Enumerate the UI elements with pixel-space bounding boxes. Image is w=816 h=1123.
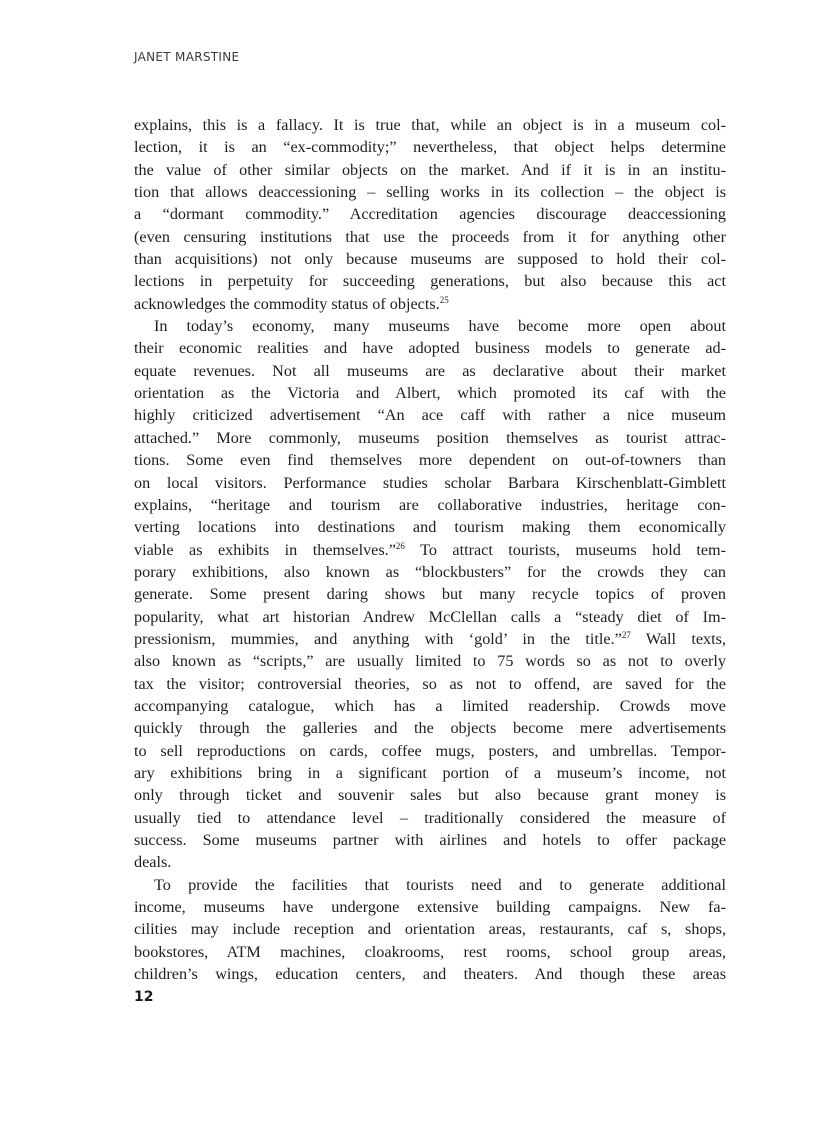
text-line [134,114,726,136]
line-text: popularity, what art historian Andrew McClellan calls a “steady diet of Im- [134,607,726,626]
line-text: explains, “heritage and tourism are collaborative industries, heritage con- [134,495,726,514]
line-text-continued: Wall texts, [630,629,726,648]
text-line [134,248,726,270]
text-line [134,583,726,605]
text-line [134,516,726,538]
text-line [134,449,726,471]
footnote-marker: 27 [621,629,631,640]
text-line [134,918,726,940]
line-text: verting locations into destinations and tourism making them economically [134,518,726,537]
line-text: only through ticket and souvenir sales but also because grant money is [134,786,726,805]
text-line [134,382,726,404]
footnote-marker: 25 [439,294,449,305]
line-text: the value of other similar objects on the market. And if it is in an institu- [134,160,726,179]
text-line [134,315,726,337]
line-text: equate revenues. Not all museums are as declarative about their market [134,361,726,380]
text-line [134,762,726,784]
text-line [134,784,726,806]
text-line [134,874,726,896]
line-text-continued: To attract tourists, museums hold tem- [404,540,726,559]
line-text: income, museums have undergone extensive building campaigns. New fa- [134,898,726,917]
text-line [134,539,726,561]
text-line [134,650,726,672]
text-line [134,181,726,203]
text-line [134,807,726,829]
line-text: acknowledges the commodity status of objects. [134,294,440,313]
line-text: accompanying catalogue, which has a limited readership. Crowds move [134,696,726,715]
line-text: quickly through the galleries and the objects become mere advertisements [134,719,726,738]
text-line [134,941,726,963]
line-text: a “dormant commodity.” Accreditation agencies discourage deaccessioning [134,205,726,224]
text-line [134,896,726,918]
text-line [134,203,726,225]
text-line [134,337,726,359]
text-line [134,136,726,158]
text-line [134,427,726,449]
text-line [134,695,726,717]
text-line [134,293,726,315]
line-text: attached.” More commonly, museums position themselves as tourist attrac- [134,428,726,447]
line-text: cilities may include reception and orientation areas, restaurants, caf s, shops, [134,920,726,939]
line-text: than acquisitions) not only because museums are supposed to hold their col- [134,250,726,269]
footnote-marker: 26 [395,540,405,551]
line-text: lections in perpetuity for succeeding generations, but also because this act [134,272,726,291]
text-line [134,606,726,628]
line-text: also known as “scripts,” are usually limited to 75 words so as not to overly [134,652,726,671]
text-line [134,561,726,583]
line-text: orientation as the Victoria and Albert, which promoted its caf with the [134,384,726,403]
text-line [134,404,726,426]
text-line [134,628,726,650]
line-text: their economic realities and have adopted business models to generate ad- [134,339,726,358]
line-text: usually tied to attendance level – traditionally considered the measure of [134,808,726,827]
body-text [134,114,726,985]
text-line [134,673,726,695]
line-text: tion that allows deaccessioning – selling works in its collection – the object is [134,183,726,202]
text-line [134,226,726,248]
line-text: porary exhibitions, also known as “blockbusters” for the crowds they can [134,562,726,581]
text-line [134,472,726,494]
line-text: (even censuring institutions that use the proceeds from it for anything other [134,227,726,246]
line-text: pressionism, mummies, and anything with ‘gold’ in the title.” [134,629,622,648]
line-text: tions. Some even find themselves more dependent on out-of-towners than [134,451,726,470]
page-number: 12 [134,989,154,1005]
line-text: In today’s economy, many museums have become more open about [154,317,726,336]
text-line [134,270,726,292]
line-text: children’s wings, education centers, and theaters. And though these areas [134,965,726,984]
line-text: highly criticized advertisement “An ace caff with rather a nice museum [134,406,726,425]
line-text: tax the visitor; controversial theories, so as not to offend, are saved for the [134,674,726,693]
line-text: lection, it is an “ex-commodity;” nevertheless, that object helps determine [134,138,726,157]
line-text: success. Some museums partner with airlines and hotels to offer package [134,831,726,849]
line-text: deals. [134,853,172,872]
text-line [134,851,726,873]
line-text: generate. Some present daring shows but many recycle topics of proven [134,585,726,604]
line-text: viable as exhibits in themselves.” [134,540,396,559]
text-line [134,717,726,739]
text-line [134,159,726,181]
text-line [134,829,726,851]
line-text: To provide the facilities that tourists need and to generate additional [154,875,726,894]
text-line [134,740,726,762]
line-text: bookstores, ATM machines, cloakrooms, rest rooms, school group areas, [134,942,726,961]
line-text: explains, this is a fallacy. It is true that, while an object is in a museum col- [134,116,726,134]
text-line [134,360,726,382]
text-line [134,494,726,516]
line-text: ary exhibitions bring in a significant portion of a museum’s income, not [134,763,726,782]
line-text: on local visitors. Performance studies scholar Barbara Kirschenblatt-Gimblett [134,473,726,492]
running-head: JANET MARSTINE [134,50,240,64]
line-text: to sell reproductions on cards, coffee mugs, posters, and umbrellas. Tempor- [134,741,726,760]
text-line [134,963,726,985]
